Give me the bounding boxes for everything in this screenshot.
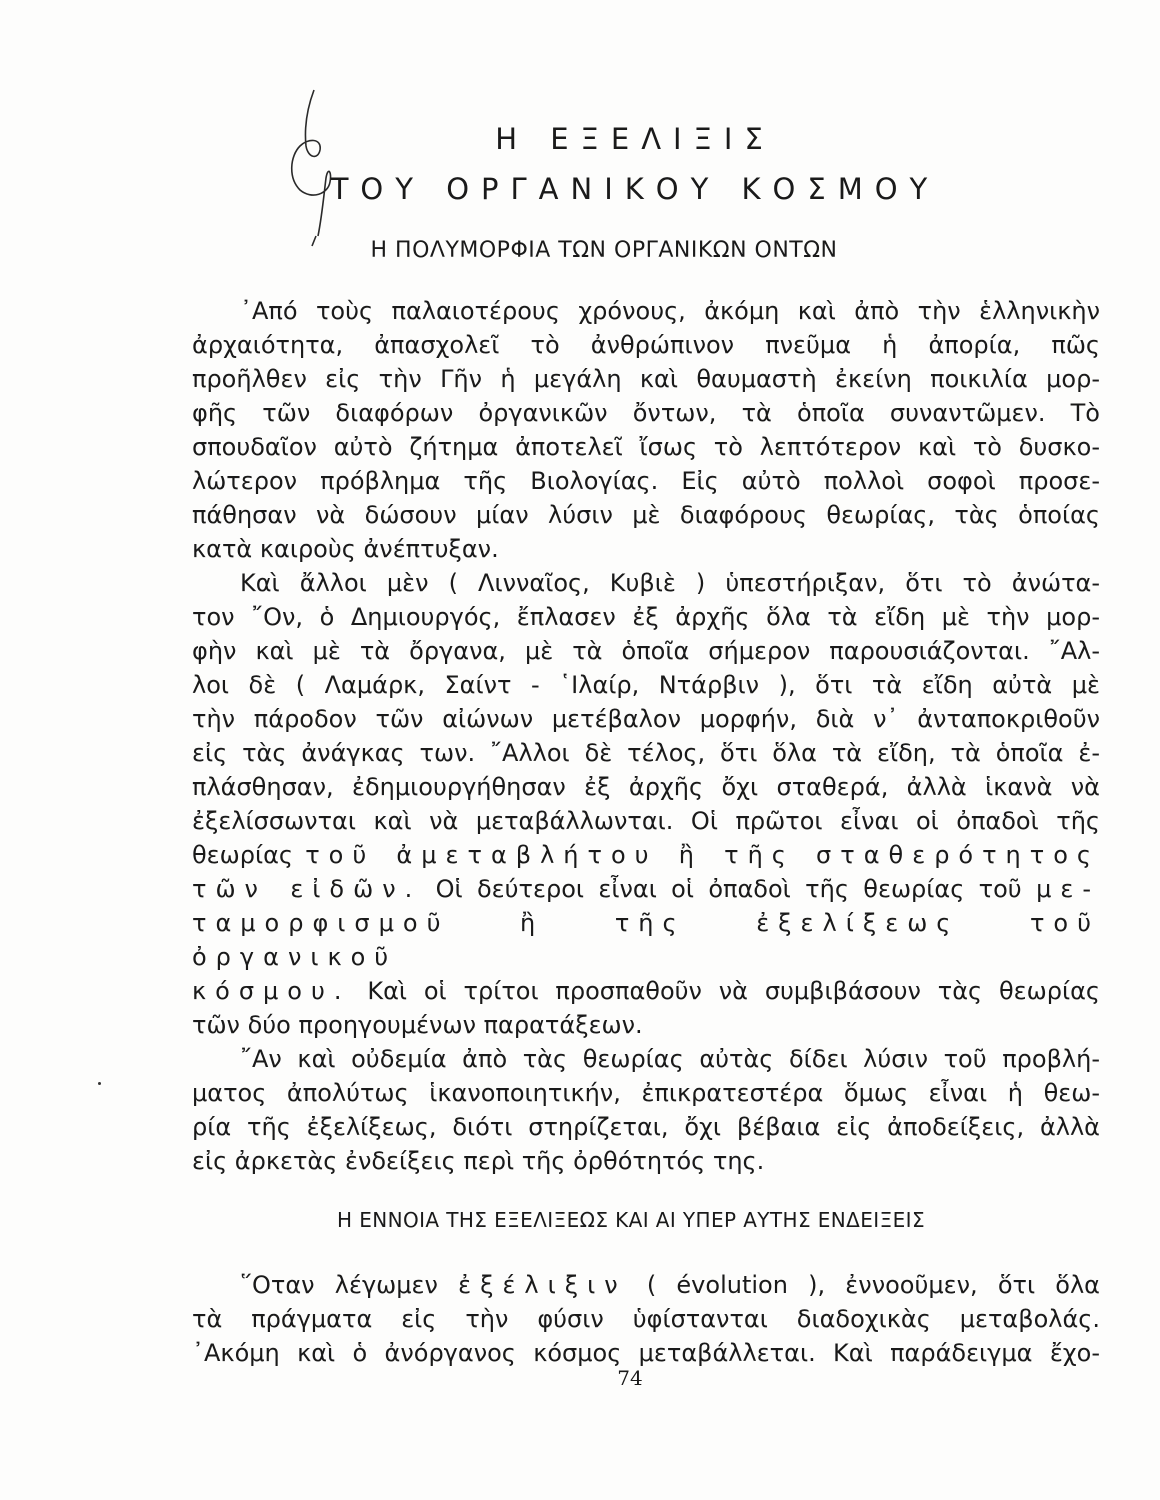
text-line [192, 838, 1100, 872]
page-number: 74 [617, 1366, 643, 1390]
chapter-title-line2: ΤΟΥ ΟΡΓΑΝΙΚΟΥ ΚΟΣΜΟΥ [330, 172, 940, 206]
spaced-text-run: ἐξέλιξιν [458, 1271, 627, 1299]
text-line: προῆλθεν εἰς τὴν Γῆν ἡ μεγάλη καὶ θαυμαστὴ ἐκείνη ποικιλία μορ- [192, 365, 1100, 393]
text-line: Καὶ ἄλλοι μὲν ( Λινναῖος, Κυβιὲ ) ὑπεστήριξαν, ὅτι τὸ ἀνώτα- [240, 569, 1100, 597]
text-line: φῆς τῶν διαφόρων ὀργανικῶν ὄντων, τὰ ὁποῖα συναντῶμεν. Τὸ [192, 399, 1100, 427]
text-line: τῶν δύο προηγουμένων παρατάξεων. [192, 1011, 643, 1039]
text-line: ἀρχαιότητα, ἀπασχολεῖ τὸ ἀνθρώπινον πνεῦμα ἡ ἀπορία, πῶς [192, 331, 1100, 359]
spaced-text-run: με- [1036, 875, 1100, 903]
spaced-text-run: τοῦ ἀμεταβλήτου ἢ τῆς σταθερότητος [305, 841, 1100, 869]
text-run: ῞Οταν λέγωμεν [240, 1271, 438, 1299]
text-line: κατὰ καιροὺς ἀνέπτυξαν. [192, 535, 499, 563]
text-line: ματος ἀπολύτως ἱκανοποιητικήν, ἐπικρατεστέρα ὅμως εἶναι ἡ θεω- [192, 1079, 1100, 1107]
section1-body [192, 294, 1100, 1178]
text-line: εἰς τὰς ἀνάγκας των. ῎Αλλοι δὲ τέλος, ὅτι ὅλα τὰ εἴδη, τὰ ὁποῖα ἐ- [192, 739, 1100, 767]
text-line: λώτερον πρόβλημα τῆς Βιολογίας. Εἰς αὐτὸ πολλοὶ σοφοὶ προσε- [192, 467, 1100, 495]
text-run: ( évolution ), ἐννοοῦμεν, ὅτι ὅλα [646, 1271, 1100, 1299]
text-run: Οἱ δεύτεροι εἶναι οἱ ὀπαδοὶ τῆς θεωρίας τοῦ [435, 875, 1022, 903]
text-line: ᾿Από τοὺς παλαιοτέρους χρόνους, ἀκόμη καὶ ἀπὸ τὴν ἑλληνικὴν [240, 297, 1100, 325]
text-line: ῎Αν καὶ οὐδεμία ἀπὸ τὰς θεωρίας αὐτὰς δίδει λύσιν τοῦ προβλή- [240, 1045, 1100, 1073]
text-line [192, 1268, 1100, 1302]
text-run: θεωρίας [192, 841, 294, 869]
text-line: τὴν πάροδον τῶν αἰώνων μετέβαλον μορφήν, διὰ ν᾿ ἀνταποκριθοῦν [192, 705, 1100, 733]
text-line [192, 872, 1100, 906]
text-line: πλάσθησαν, ἐδημιουργήθησαν ἐξ ἀρχῆς ὄχι σταθερά, ἀλλὰ ἱκανὰ νὰ [192, 773, 1100, 801]
spaced-text-run: κόσμου. [192, 977, 351, 1005]
section2-heading: Η ΕΝΝΟΙΑ ΤΗΣ ΕΞΕΛΙΞΕΩΣ ΚΑΙ ΑΙ ΥΠΕΡ ΑΥΤΗΣ ΕΝΔΕΙΞΕΙΣ [337, 1208, 925, 1232]
text-line: ταμορφισμοῦ ἢ τῆς ἐξελίξεως τοῦ ὀργανικοῦ [192, 909, 1100, 971]
section1-heading: Η ΠΟΛΥΜΟΡΦΙΑ ΤΩΝ ΟΡΓΑΝΙΚΩΝ ΟΝΤΩΝ [370, 238, 838, 263]
text-line: ρία τῆς ἐξελίξεως, διότι στηρίζεται, ὄχι βέβαια εἰς ἀποδείξεις, ἀλλὰ [192, 1113, 1100, 1141]
text-line: πάθησαν νὰ δώσουν μίαν λύσιν μὲ διαφόρους θεωρίας, τὰς ὁποίας [192, 501, 1100, 529]
chapter-title-line1: Η ΕΞΕΛΙΞΙΣ [495, 122, 775, 156]
text-line: σπουδαῖον αὐτὸ ζήτημα ἀποτελεῖ ἴσως τὸ λεπτότερον καὶ τὸ δυσκο- [192, 433, 1100, 461]
text-line: τὰ πράγματα εἰς τὴν φύσιν ὑφίστανται διαδοχικὰς μεταβολάς. [192, 1305, 1100, 1333]
section2-body [192, 1268, 1100, 1370]
text-line: εἰς ἀρκετὰς ἐνδείξεις περὶ τῆς ὀρθότητός της. [192, 1147, 765, 1175]
text-line: τον ῎Ον, ὁ Δημιουργός, ἔπλασεν ἐξ ἀρχῆς ὅλα τὰ εἴδη μὲ τὴν μορ- [192, 603, 1100, 631]
handwritten-mark [278, 86, 338, 256]
spaced-text-run: τῶν εἰδῶν. [192, 875, 422, 903]
text-run: Καὶ οἱ τρίτοι προσπαθοῦν νὰ συμβιβάσουν τὰς θεωρίας [367, 977, 1100, 1005]
margin-speck [98, 1082, 101, 1085]
text-line: φὴν καὶ μὲ τὰ ὄργανα, μὲ τὰ ὁποῖα σήμερον παρουσιάζονται. ῎Αλ- [192, 637, 1100, 665]
text-line [192, 974, 1100, 1008]
text-line: ᾿Ακόμη καὶ ὁ ἀνόργανος κόσμος μεταβάλλεται. Καὶ παράδειγμα ἔχο- [192, 1339, 1100, 1367]
text-line: λοι δὲ ( Λαμάρκ, Σαίντ - ῾Ιλαίρ, Ντάρβιν ), ὅτι τὰ εἴδη αὐτὰ μὲ [192, 671, 1100, 699]
text-line: ἐξελίσσωνται καὶ νὰ μεταβάλλωνται. Οἱ πρῶτοι εἶναι οἱ ὀπαδοὶ τῆς [192, 807, 1100, 835]
